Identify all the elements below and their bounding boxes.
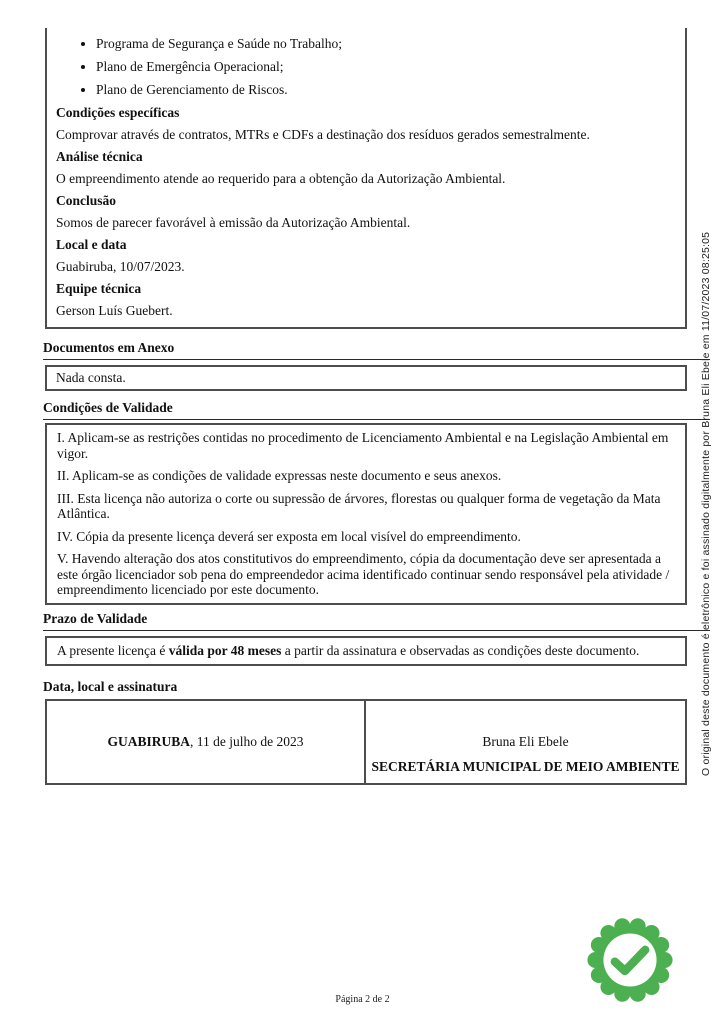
signer-name: Bruna Eli Ebele — [482, 734, 569, 749]
validity-term-suffix: a partir da assinatura e observadas as condições deste documento. — [281, 642, 640, 658]
bullet-item: • Plano de Emergência Operacional; — [96, 59, 676, 75]
signer-title: SECRETÁRIA MUNICIPAL DE MEIO AMBIENTE — [371, 759, 680, 774]
bullet-item: • Plano de Gerenciamento de Riscos. — [96, 82, 676, 98]
subsection-text: Comprovar através de contratos, MTRs e CDFs a destinação dos resíduos gerados semestralmente. — [56, 127, 590, 142]
signature-table — [45, 699, 687, 785]
validity-term-duration: válida por 48 meses — [168, 642, 282, 658]
subsection-text: Guabiruba, 10/07/2023. — [56, 259, 185, 274]
signature-date-cell — [47, 701, 366, 783]
validity-condition-item: III. Esta licença não autoriza o corte ou supressão de árvores, florestas ou qualquer forma de vegetação da Mata Atlântica. — [57, 490, 661, 521]
subsection-heading-local-e-data: Local e data — [56, 237, 127, 252]
signature-place: GUABIRUBA — [107, 733, 191, 749]
program-bullet-list — [56, 36, 676, 98]
validity-term-text — [57, 643, 675, 659]
section-heading-data-local-assinatura: Data, local e assinatura — [43, 678, 178, 694]
subsection-text: Somos de parecer favorável à emissão da Autorização Ambiental. — [56, 215, 411, 230]
subsection-text: O empreendimento atende ao requerido para a obtenção da Autorização Ambiental. — [56, 171, 506, 186]
bullet-item: • Programa de Segurança e Saúde no Trabalho; — [96, 36, 676, 52]
validity-condition-item: IV. Cópia da presente licença deverá ser exposta em local visível do empreendimento. — [57, 528, 521, 544]
validity-conditions-box — [45, 423, 687, 605]
signature-place-date — [108, 734, 304, 750]
validity-condition-item: V. Havendo alteração dos atos constitutivos do empreendimento, cópia da documentação deve ser apresentada a este órgão licenciador sob pena do empreendedor acima identificado continuar sendo responsável pela atividade / empreendimento licenciado por este documento. — [57, 551, 670, 597]
validity-condition-item: I. Aplicam-se as restrições contidas no procedimento de Licenciamento Ambiental e na Legislação Ambiental em vigor. — [57, 430, 669, 461]
validity-condition-item: II. Aplicam-se as condições de validade expressas neste documento e seus anexos. — [57, 468, 502, 483]
document-content — [43, 0, 710, 785]
subsection-heading-analise-tecnica: Análise técnica — [56, 149, 143, 164]
signature-date: , 11 de julho de 2023 — [190, 733, 304, 749]
subsection-text: Gerson Luís Guebert. — [56, 303, 173, 318]
validity-term-box — [45, 636, 687, 666]
validity-term-prefix: A presente licença é — [57, 642, 169, 658]
section-heading-prazo-de-validade: Prazo de Validade — [43, 611, 710, 631]
subsection-heading-conclusao: Conclusão — [56, 193, 117, 208]
section-heading-documentos-em-anexo: Documentos em Anexo — [43, 340, 710, 360]
verified-seal-icon — [587, 917, 673, 1003]
annex-box — [45, 365, 687, 391]
annex-content: Nada consta. — [56, 370, 126, 385]
technical-report-box — [45, 28, 687, 329]
section-heading-condicoes-de-validade: Condições de Validade — [43, 400, 710, 420]
digital-signature-note: O original deste documento é eletrônico e foi assinado digitalmente por Bruna Eli Ebele em 11/07/2023 08:25:05 — [700, 231, 712, 776]
subsection-heading-equipe-tecnica: Equipe técnica — [56, 281, 142, 296]
subsection-heading-condicoes-especificas: Condições específicas — [56, 105, 180, 120]
signature-signer-cell — [366, 701, 685, 783]
page-number: Página 2 de 2 — [335, 994, 390, 1005]
